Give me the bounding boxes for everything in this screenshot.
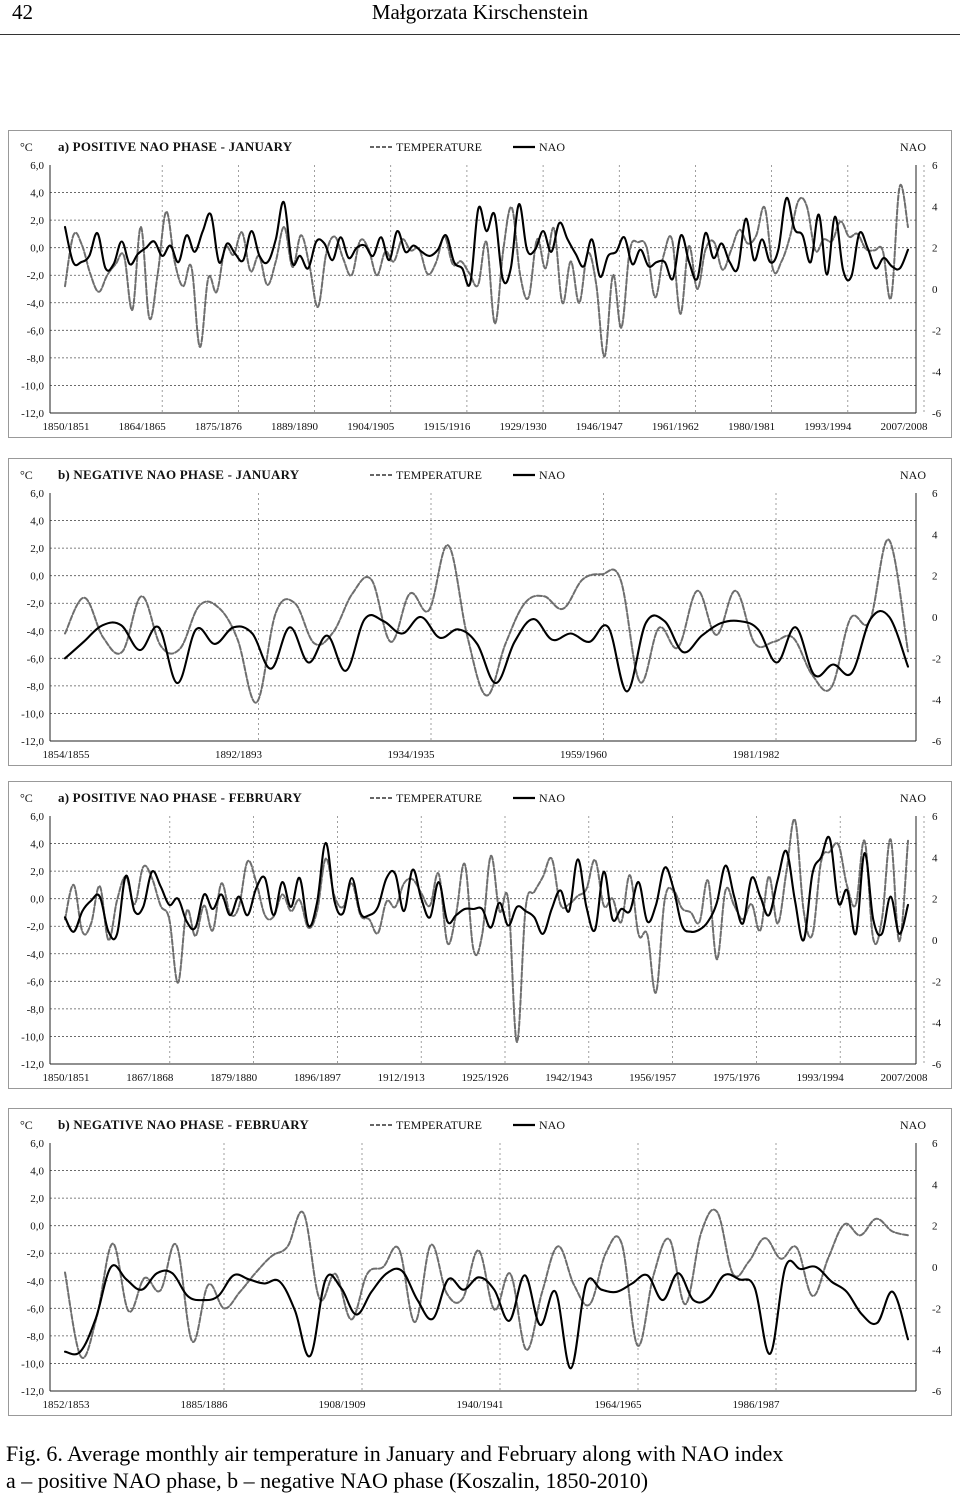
x-tick-label: 1912/1913 — [377, 1072, 425, 1084]
chart-frame — [9, 1109, 952, 1416]
y2-tick-label: 0 — [932, 284, 938, 296]
y-tick-label: 2,0 — [30, 1193, 44, 1206]
y-tick-label: 4,0 — [30, 838, 44, 851]
y2-tick-label: 4 — [932, 852, 938, 865]
chart-positive-january — [8, 130, 952, 438]
x-tick-label: 1854/1855 — [42, 749, 90, 761]
y2-tick-label: -4 — [932, 1017, 942, 1030]
x-tick-label: 1925/1926 — [461, 1072, 509, 1084]
y2-tick-label: 0 — [932, 1262, 938, 1274]
y-tick-label: -12,0 — [21, 408, 44, 420]
x-tick-label: 1934/1935 — [387, 749, 435, 761]
y-tick-label: -4,0 — [26, 625, 44, 638]
x-tick-label: 1964/1965 — [594, 1399, 642, 1411]
x-tick-label: 1986/1987 — [732, 1399, 780, 1411]
y2-tick-label: 4 — [932, 529, 938, 542]
y-tick-label: 4,0 — [30, 515, 44, 528]
y-tick-label: -4,0 — [26, 948, 44, 961]
y-tick-label: 4,0 — [30, 1165, 44, 1178]
y-tick-label: 0,0 — [30, 1220, 44, 1233]
y-tick-label: 6,0 — [30, 811, 44, 823]
legend-nao-label: NAO — [539, 468, 565, 482]
y-axis-unit-right: NAO — [900, 468, 926, 482]
x-tick-label: 1896/1897 — [293, 1072, 341, 1084]
y-tick-label: 2,0 — [30, 543, 44, 556]
chart-panel-positive-february — [8, 781, 952, 1089]
x-tick-label: 1929/1930 — [499, 421, 547, 433]
x-tick-label: 1904/1905 — [347, 421, 395, 433]
page-author: Małgorzata Kirschenstein — [371, 0, 589, 24]
x-tick-label: 1850/1851 — [42, 421, 90, 433]
y2-tick-label: 4 — [932, 201, 938, 214]
x-tick-label: 1956/1957 — [629, 1072, 677, 1084]
y2-tick-label: -6 — [932, 736, 942, 748]
y-tick-label: -2,0 — [26, 270, 44, 283]
x-tick-label: 1908/1909 — [318, 1399, 366, 1411]
temperature-series-line — [65, 540, 908, 703]
y-axis-unit-right: NAO — [900, 140, 926, 154]
y2-tick-label: 6 — [932, 811, 938, 823]
y-tick-label: -2,0 — [26, 921, 44, 934]
y-tick-label: -8,0 — [26, 352, 44, 365]
nao-series-line — [65, 611, 908, 691]
x-tick-label: 1850/1851 — [42, 1072, 90, 1084]
x-tick-label: 1961/1962 — [651, 421, 699, 433]
y-tick-label: -10,0 — [21, 1358, 44, 1371]
chart-frame — [9, 131, 952, 438]
chart-frame — [9, 782, 952, 1089]
y2-tick-label: -6 — [932, 408, 942, 420]
x-tick-label: 1889/1890 — [271, 421, 319, 433]
y2-tick-label: -4 — [932, 1344, 942, 1357]
chart-title: b) NEGATIVE NAO PHASE - FEBRUARY — [58, 1117, 309, 1132]
x-tick-label: 1885/1886 — [180, 1399, 228, 1411]
y-tick-label: 0,0 — [30, 570, 44, 583]
chart-negative-january — [8, 458, 952, 766]
y-axis-unit-left: °C — [20, 468, 33, 482]
y-tick-label: -4,0 — [26, 1275, 44, 1288]
y2-tick-label: -4 — [932, 694, 942, 707]
y2-tick-label: 2 — [932, 570, 938, 583]
chart-negative-february — [8, 1108, 952, 1416]
y-tick-label: -12,0 — [21, 1059, 44, 1071]
x-tick-label: 2007/2008 — [880, 421, 928, 433]
chart-panel-negative-february — [8, 1108, 952, 1416]
y-tick-label: -6,0 — [26, 653, 44, 666]
y2-tick-label: -6 — [932, 1059, 942, 1071]
x-tick-label: 2007/2008 — [880, 1072, 928, 1084]
y-tick-label: -12,0 — [21, 1386, 44, 1398]
legend-nao-label: NAO — [539, 1118, 565, 1132]
y-tick-label: 2,0 — [30, 215, 44, 228]
chart-panel-positive-january — [8, 130, 952, 438]
y-tick-label: 6,0 — [30, 488, 44, 500]
y2-tick-label: 6 — [932, 488, 938, 500]
y-tick-label: -8,0 — [26, 680, 44, 693]
y-tick-label: 0,0 — [30, 893, 44, 906]
y-axis-unit-left: °C — [20, 791, 33, 805]
caption-line-1: Fig. 6. Average monthly air temperature in January and February along with NAO index — [6, 1441, 784, 1466]
y-tick-label: 6,0 — [30, 160, 44, 172]
x-tick-label: 1892/1893 — [214, 749, 263, 761]
y2-tick-label: 4 — [932, 1179, 938, 1192]
x-tick-label: 1942/1943 — [545, 1072, 593, 1084]
y-tick-label: 0,0 — [30, 242, 44, 255]
y-tick-label: -6,0 — [26, 976, 44, 989]
x-tick-label: 1981/1982 — [732, 749, 780, 761]
y2-tick-label: -6 — [932, 1386, 942, 1398]
y-tick-label: -8,0 — [26, 1003, 44, 1016]
figure-caption — [6, 1440, 956, 1494]
y2-tick-label: 0 — [932, 612, 938, 624]
x-tick-label: 1879/1880 — [210, 1072, 258, 1084]
x-tick-label: 1852/1853 — [42, 1399, 90, 1411]
y-tick-label: 6,0 — [30, 1138, 44, 1150]
chart-positive-february — [8, 781, 952, 1089]
y-tick-label: -2,0 — [26, 598, 44, 611]
x-tick-label: 1993/1994 — [796, 1072, 844, 1084]
y2-tick-label: -4 — [932, 366, 942, 379]
chart-panel-negative-january — [8, 458, 952, 766]
y2-tick-label: 2 — [932, 1220, 938, 1233]
legend-temperature-label: TEMPERATURE — [396, 791, 483, 805]
y2-tick-label: 0 — [932, 935, 938, 947]
y-tick-label: -6,0 — [26, 1303, 44, 1316]
y2-tick-label: -2 — [932, 653, 942, 666]
y-tick-label: -2,0 — [26, 1248, 44, 1261]
y-axis-unit-right: NAO — [900, 791, 926, 805]
legend-temperature-label: TEMPERATURE — [396, 1118, 483, 1132]
y-tick-label: 2,0 — [30, 866, 44, 879]
legend-nao-label: NAO — [539, 140, 565, 154]
y-tick-label: -4,0 — [26, 297, 44, 310]
legend-temperature-label: TEMPERATURE — [396, 468, 483, 482]
x-tick-label: 1975/1976 — [712, 1072, 760, 1084]
caption-line-2: a – positive NAO phase, b – negative NAO phase (Koszalin, 1850-2010) — [6, 1468, 649, 1493]
y-tick-label: -6,0 — [26, 325, 44, 338]
y2-tick-label: 2 — [932, 893, 938, 906]
x-tick-label: 1867/1868 — [126, 1072, 174, 1084]
y-tick-label: -10,0 — [21, 380, 44, 393]
y2-tick-label: -2 — [932, 1303, 942, 1316]
y-axis-unit-right: NAO — [900, 1118, 926, 1132]
page-header — [0, 0, 960, 35]
legend-temperature-label: TEMPERATURE — [396, 140, 483, 154]
x-tick-label: 1946/1947 — [575, 421, 623, 433]
y2-tick-label: 6 — [932, 160, 938, 172]
x-tick-label: 1915/1916 — [423, 421, 471, 433]
y2-tick-label: -2 — [932, 325, 942, 338]
x-tick-label: 1864/1865 — [118, 421, 166, 433]
x-tick-label: 1993/1994 — [804, 421, 852, 433]
page-number: 42 — [12, 0, 33, 24]
y2-tick-label: 6 — [932, 1138, 938, 1150]
x-tick-label: 1959/1960 — [559, 749, 608, 761]
y-tick-label: -8,0 — [26, 1330, 44, 1343]
x-tick-label: 1980/1981 — [728, 421, 776, 433]
y2-tick-label: 2 — [932, 242, 938, 255]
legend-nao-label: NAO — [539, 791, 565, 805]
y-axis-unit-left: °C — [20, 1118, 33, 1132]
chart-title: a) POSITIVE NAO PHASE - JANUARY — [58, 139, 293, 154]
y-tick-label: -10,0 — [21, 708, 44, 721]
y-tick-label: -10,0 — [21, 1031, 44, 1044]
y2-tick-label: -2 — [932, 976, 942, 989]
y-tick-label: -12,0 — [21, 736, 44, 748]
chart-title: b) NEGATIVE NAO PHASE - JANUARY — [58, 467, 300, 482]
x-tick-label: 1940/1941 — [456, 1399, 504, 1411]
y-tick-label: 4,0 — [30, 187, 44, 200]
temperature-series-line — [65, 185, 908, 357]
y-axis-unit-left: °C — [20, 140, 33, 154]
chart-title: a) POSITIVE NAO PHASE - FEBRUARY — [58, 790, 302, 805]
x-tick-label: 1875/1876 — [194, 421, 242, 433]
